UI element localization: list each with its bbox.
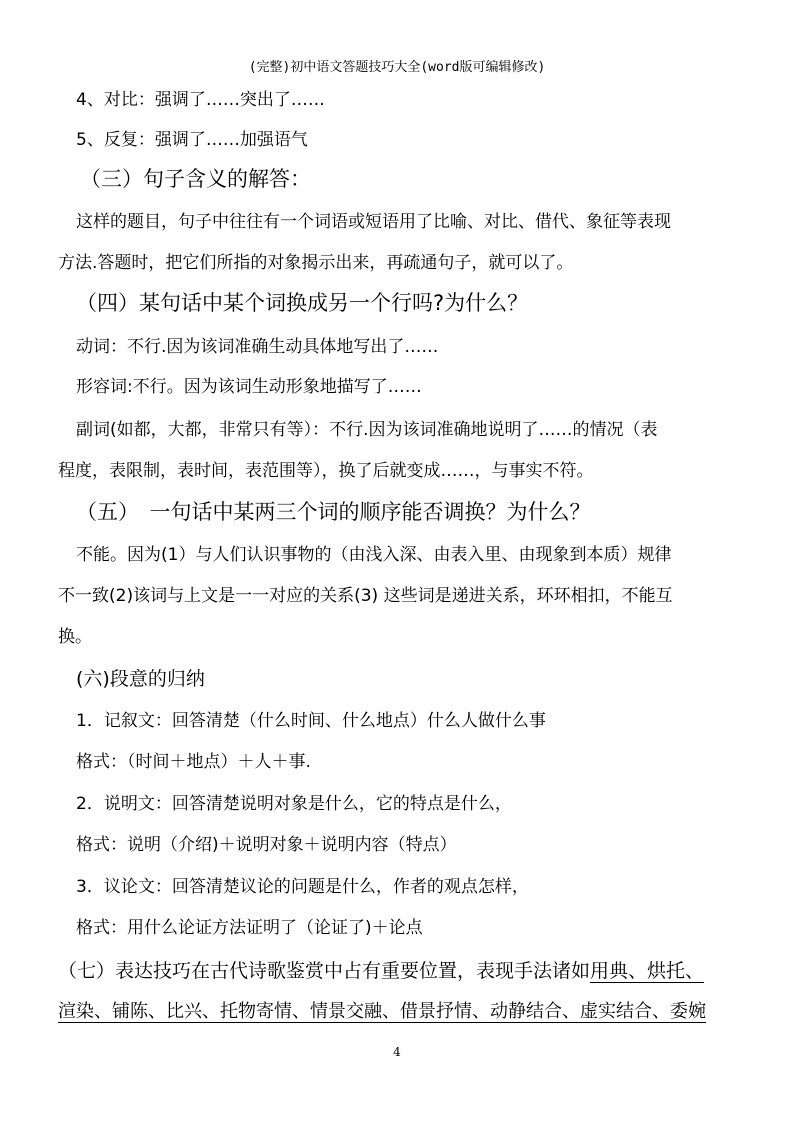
underlined-line: 渲染、铺陈、比兴、托物寄情、情景交融、借景抒情、动静结合、虚实结合、委婉 [58,1001,706,1022]
text-line: 3．议论文：回答清楚议论的问题是什么，作者的观点怎样， [76,877,529,897]
text-line: 4、对比：强调了……突出了…… [76,90,325,110]
text-line: 格式：说明（介绍)＋说明对象＋说明内容（特点） [76,835,457,855]
heading-7-text: （七）表达技巧在古代诗歌鉴赏中占有重要位置，表现手法诸如 [58,960,591,982]
text-line: 换。 [58,627,92,647]
text-line: 方法.答题时，把它们所指的对象揭示出来，再疏通句子，就可以了。 [58,253,574,273]
text-line: 5、反复：强调了……加强语气 [76,130,308,150]
text-line: 这样的题目，句子中往往有一个词语或短语用了比喻、对比、借代、象征等表现 [76,212,671,232]
page-number: 4 [393,1045,401,1059]
text-line: 不能。因为(1）与人们认识事物的（由浅入深、由表入里、由现象到本质）规律 [76,545,672,565]
section-heading-5: （五） 一句话中某两三个词的顺序能否调换？为什么？ [76,500,591,524]
section-heading-6: (六)段意的归纳 [76,668,205,690]
text-line: 形容词:不行。因为该词生动形象地描写了…… [76,377,422,397]
text-line: 1．记叙文：回答清楚（什么时间、什么地点）什么人做什么事 [76,711,546,731]
text-line: 2．说明文：回答清楚说明对象是什么，它的特点是什么， [76,794,512,814]
text-line: 格式：（时间＋地点）＋人＋事. [76,752,311,772]
text-line: 副词(如都，大都，非常只有等）：不行.因为该词准确地说明了……的情况（表 [76,420,658,440]
text-line: 格式：用什么论证方法证明了（论证了)＋论点 [76,918,423,938]
text-line: 不一致(2)该词与上文是一一对应的关系(3) 这些词是递进关系，环环相扣，不能互 [58,586,673,606]
text-line: 动词：不行.因为该词准确生动具体地写出了…… [76,337,439,357]
section-heading-3: （三）句子含义的解答： [80,167,311,191]
section-heading-7 [58,960,748,982]
page-header: (完整)初中语文答题技巧大全(word版可编辑修改) [248,60,546,75]
section-heading-4: （四）某句话中某个词换成另一个行吗?为什么？ [76,291,529,315]
underlined-terms: 用典、烘托、 [590,960,705,982]
text-line: 程度，表限制，表时间，表范围等），换了后就变成……，与事实不符。 [58,461,594,481]
